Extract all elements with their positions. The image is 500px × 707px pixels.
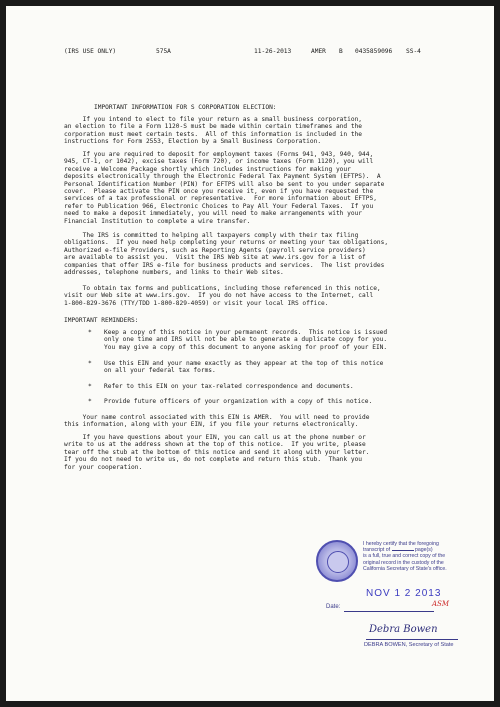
bullet-icon: * [88,360,92,367]
cert-line: California Secretary of State's office. [363,565,447,572]
text-line: companies that offer IRS e-file for business products and services. The list provides [64,261,385,269]
text-line: corporation must meet certain tests. All of this information is included in the [64,130,363,138]
text-line: Refer to this EIN on your tax-related correspondence and documents. [104,383,354,390]
header-letter-code: B [339,48,343,55]
text-line: addresses, telephone numbers, and links to their Web sites. [64,269,284,277]
bullet-icon: * [88,383,92,390]
cert-line: original record in the custody of the [363,559,444,566]
date-label: Date: [326,604,341,610]
text-line: deposits electronically through the Electronic Federal Tax Payment System (EFTPS). A [64,173,381,181]
text-line: visit our Web site at www.irs.gov. If you do not have access to the Internet, call [64,292,374,300]
date-line [344,611,434,612]
text-line: for your cooperation. [64,463,143,471]
clerk-initials: ASM [432,600,450,608]
text-line: instructions for Form 2553, Election by a Small Business Corporation. [64,138,322,146]
text-line: If you are required to deposit for employment taxes (Forms 941, 943, 940, 944, [64,151,374,158]
text-line: refer to Publication 966, Electronic Choices to Pay All Your Federal Taxes. If you [64,202,374,210]
text-line: this information, along with your EIN, if you file your returns electronically. [64,421,359,429]
text-line: need to make a deposit immediately, you will need to make arrangements with your [64,210,363,218]
signature-line [366,639,458,640]
text-line: To obtain tax forms and publications, including those referenced in this notice, [64,285,381,292]
text-line: Use this EIN and your name exactly as they appear at the top of this notice [104,360,384,367]
text-line: services of a tax professional or representative. For more information about EFTPS, [64,195,377,203]
text-line: tear off the stub at the bottom of this notice and send it along with your letter. [64,448,370,456]
text-line: on all your federal tax forms. [104,367,216,375]
bullet-icon: * [88,329,92,336]
notice-date: 11-26-2013 [254,48,292,55]
text-line: an election to file a Form 1120-S must be made within certain timeframes and the [64,123,363,131]
header-name-control: AMER [311,48,326,55]
header-suffix: SS-4 [406,48,421,55]
text-line: receive a Welcome Package shortly which includes instructions for making your [64,165,351,173]
pages-blank [392,550,414,551]
text-line: obligations. If you need help completing your returns or meeting your tax obligations, [64,239,389,247]
text-line: are available to assist you. Visit the IRS Web site at www.irs.gov for a list of [64,254,366,262]
header-ein: 0435859096 [355,48,393,55]
text-line: write to us at the address shown at the top of this notice. If you write, please [64,441,366,449]
reminders-title: IMPORTANT REMINDERS: [64,317,139,324]
bullet-icon: * [88,398,92,405]
text-line: Provide future officers of your organization with a copy of this notice. [104,398,373,405]
notice-header [6,48,494,58]
paragraph-questions [64,434,484,471]
text-line: Financial Institution to complete a wire transfer. [64,217,251,225]
certification-stamp [363,541,463,572]
state-seal-icon [316,540,358,582]
text-line: Keep a copy of this notice in your permanent records. This notice is issued [104,329,388,336]
paragraph-s-corp-election [64,116,484,146]
text-line: cover. Please activate the PIN once you receive it, even if you have requested the [64,188,374,196]
text-line: Your name control associated with this EIN is AMER. You will need to provide [64,414,370,421]
document-page [6,6,494,701]
text-line: Personal Identification Number (PIN) for EFTPS will also be sent to you under separate [64,180,385,188]
section-title: IMPORTANT INFORMATION FOR S CORPORATION ELECTION: [94,104,277,111]
text-line: You may give a copy of this document to anyone asking for proof of your EIN. [104,343,388,351]
form-code: 575A [156,48,171,55]
stamp-date: NOV 1 2 2013 [366,588,442,599]
irs-use-label: (IRS USE ONLY) [64,48,117,55]
cert-transcript-label: transcript of [363,547,391,554]
text-line: Authorized e-file Providers, such as Reporting Agents (payroll service providers) [64,246,366,254]
paragraph-name-control [64,414,484,429]
text-line: If you intend to elect to file your return as a small business corporation, [64,116,363,123]
cert-line: I hereby certify that the foregoing [363,541,439,547]
text-line: If you have questions about your EIN, you can call us at the phone number or [64,434,366,441]
cert-line: is a full, true and correct copy of the [363,553,446,560]
signature: Debra Bowen [369,624,438,635]
text-line: 1-800-829-3676 (TTY/TDD 1-800-829-4059) or visit your local IRS office. [64,299,329,307]
paragraph-efile [64,232,484,276]
text-line: 945, CT-1, or 1042), excise taxes (Form 720), or income taxes (Form 1120), you will [64,158,374,166]
cert-pages-label: page(s) [415,547,433,554]
paragraph-eftps [64,151,484,225]
text-line: If you do not need to write us, do not complete and return this stub. Thank you [64,456,363,464]
paragraph-forms [64,285,484,307]
text-line: The IRS is committed to helping all taxpayers comply with their tax filing [64,232,359,239]
text-line: only one time and IRS will not be able to generate a duplicate copy for you. [104,336,388,344]
signer-name: DEBRA BOWEN, Secretary of State [364,642,454,648]
